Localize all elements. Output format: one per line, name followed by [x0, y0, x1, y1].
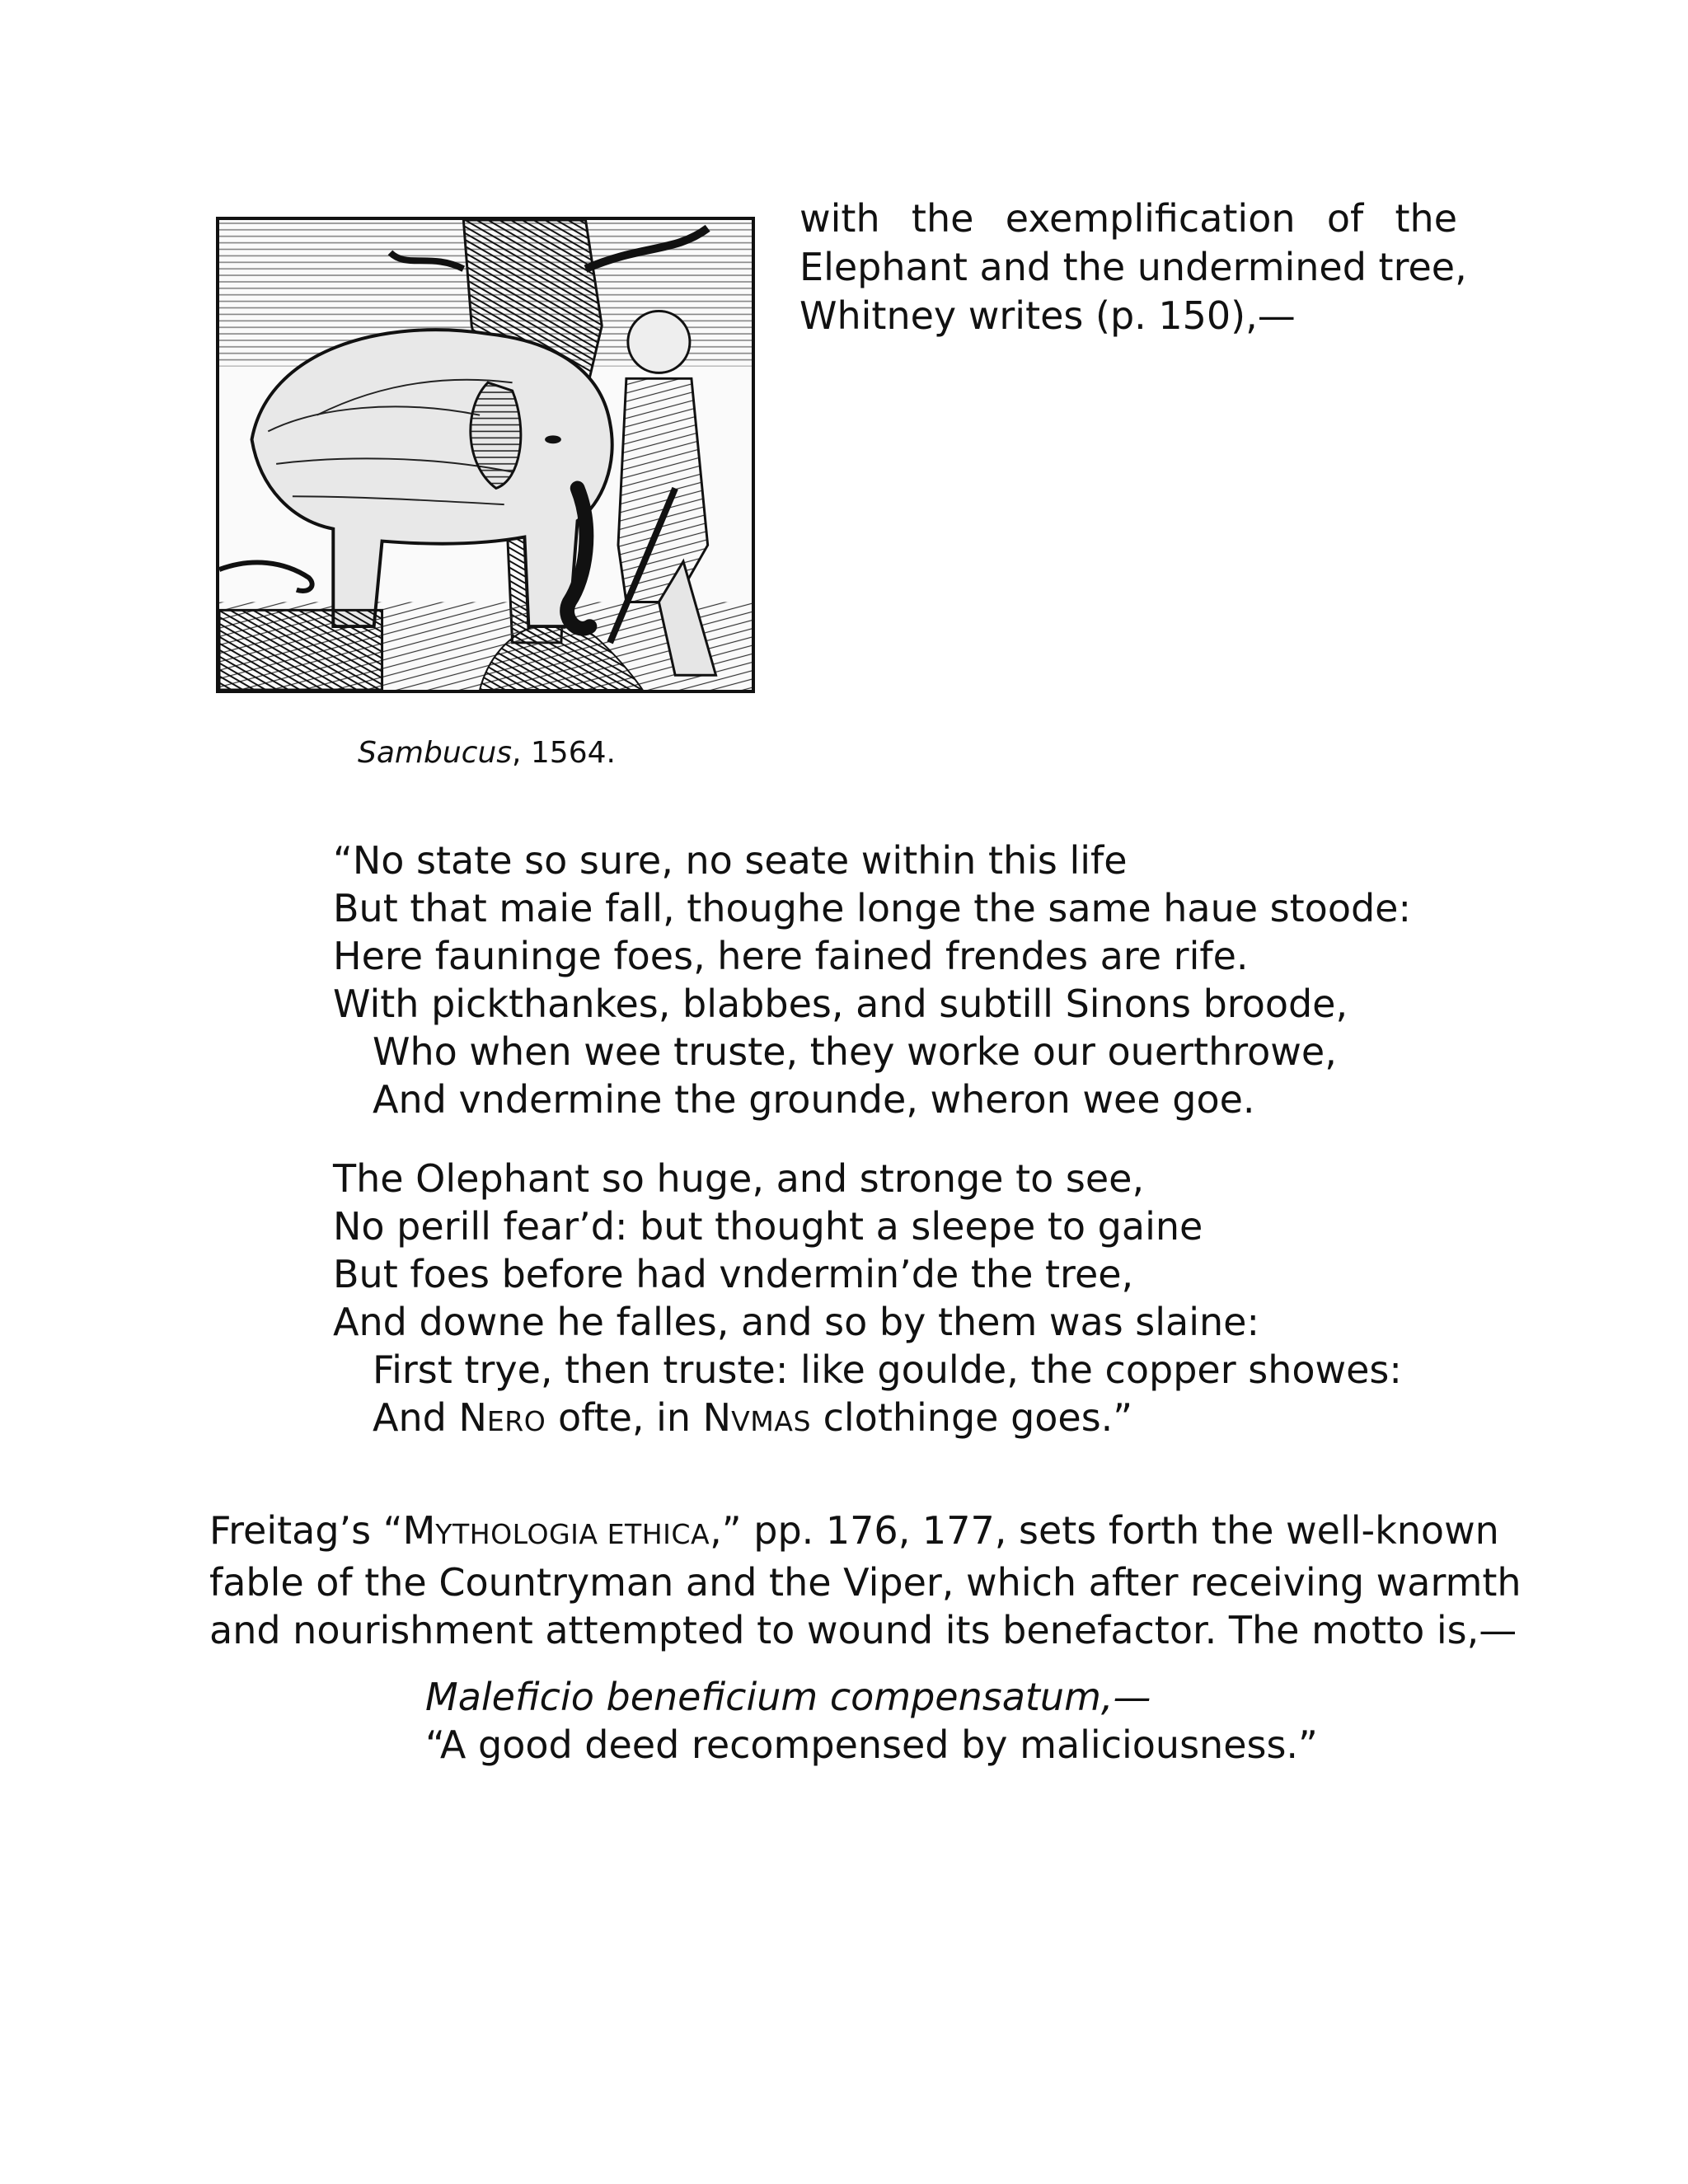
- intro-line-1: with the exemplification of the: [799, 196, 1457, 241]
- elephant-woodcut-figure: [216, 217, 755, 693]
- poem-stanza-1: [333, 837, 1411, 1123]
- figure-caption: [358, 733, 616, 773]
- body-paragraph: [209, 1507, 1522, 1654]
- poem-line: But that maie fall, thoughe longe the same haue stoode:: [333, 886, 1411, 930]
- intro-line-3: Whitney writes (p. 150),—: [799, 293, 1296, 338]
- poem-line: But foes before had vndermin’de the tree,: [333, 1252, 1134, 1296]
- poem-line: “No state so sure, no seate within this life: [333, 838, 1128, 883]
- poem-line: Here fauninge foes, here fained frendes are rife.: [333, 934, 1249, 978]
- poem-line: With pickthankes, blabbes, and subtill Sinons broode,: [333, 982, 1348, 1026]
- caption-name: Sambucus: [358, 736, 513, 770]
- nero-rest: ERO: [486, 1405, 546, 1437]
- poem-line-last: [333, 1394, 1411, 1446]
- intro-text: [799, 194, 1467, 340]
- poem-line: And vndermine the grounde, wheron wee goe.: [373, 1077, 1255, 1122]
- poem-line: First trye, then truste: like goulde, the copper showes:: [373, 1347, 1402, 1392]
- elephant-woodcut-icon: [219, 220, 752, 690]
- poem-last-post: clothinge goes.”: [810, 1395, 1133, 1440]
- poem-line: No perill fear’d: but thought a sleepe to gaine: [333, 1204, 1203, 1249]
- poem-quotation: [333, 837, 1411, 1477]
- paragraph-line-2: fable of the Countryman and the Viper, which after receiving warmth: [209, 1560, 1522, 1605]
- intro-line-2: Elephant and the undermined tree,: [799, 245, 1467, 289]
- numas-initial: N: [702, 1395, 732, 1440]
- poem-stanza-2: [333, 1155, 1411, 1446]
- para-l1-pre: Freitag’s “: [209, 1508, 403, 1553]
- para-l1-post: ,” pp. 176, 177, sets forth the well-known: [710, 1508, 1499, 1553]
- poem-line: Who when wee truste, they worke our ouerthrowe,: [373, 1029, 1337, 1074]
- nero-initial: N: [458, 1395, 487, 1440]
- title-rest: YTHOLOGIA ETHICA: [435, 1518, 710, 1550]
- paragraph-line-1: [209, 1507, 1499, 1558]
- title-initial: M: [402, 1508, 436, 1553]
- poem-last-pre: And: [373, 1395, 459, 1440]
- paragraph-line-3: and nourishment attempted to wound its benefactor. The motto is,—: [209, 1608, 1517, 1652]
- motto-english: “A good deed recompensed by maliciousness.”: [425, 1722, 1318, 1767]
- motto-latin: Maleficio beneficium compensatum,—: [425, 1675, 1151, 1719]
- caption-year: , 1564.: [512, 736, 616, 770]
- motto-block: [425, 1673, 1318, 1769]
- numas-rest: VMAS: [731, 1405, 811, 1437]
- poem-line: The Olephant so huge, and stronge to see,: [333, 1156, 1145, 1201]
- poem-last-mid: ofte, in: [546, 1395, 703, 1440]
- poem-line: And downe he falles, and so by them was slaine:: [333, 1300, 1259, 1344]
